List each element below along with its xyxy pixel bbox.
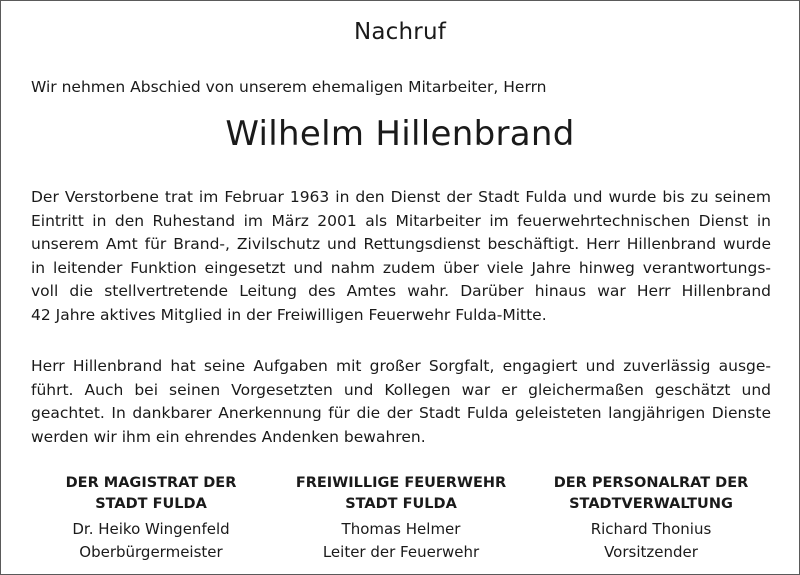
signature-org-line: STADT FULDA bbox=[95, 496, 207, 512]
tribute-paragraph bbox=[31, 355, 771, 449]
paragraph-line: Eintritt in den Ruhestand im März 2001 als Mitarbeiter im feuerwehrtechnischen Dienst in bbox=[31, 211, 771, 230]
signature-magistrat bbox=[31, 473, 271, 564]
signature-org-line: DER PERSONALRAT DER bbox=[553, 475, 749, 491]
paragraph-line: voll die stellvertretende Leitung des Amtes wahr. Darüber hinaus war Herr Hillenbrand bbox=[31, 282, 771, 300]
paragraph-line: führt. Auch bei seinen Vorgesetzten und Kollegen war er gleichermaßen geschätzt und bbox=[31, 380, 771, 399]
signature-org-line: DER MAGISTRAT DER bbox=[65, 475, 237, 491]
paragraph-line: werden wir ihm ein ehrendes Andenken bewahren. bbox=[31, 427, 426, 446]
paragraph-line: Der Verstorbene trat im Februar 1963 in den Dienst der Stadt Fulda und wurde bis zu seinem bbox=[31, 188, 771, 206]
deceased-name: Wilhelm Hillenbrand bbox=[225, 114, 575, 154]
paragraph-line: 42 Jahre aktives Mitglied in der Freiwilligen Feuerwehr Fulda-Mitte. bbox=[31, 305, 547, 324]
paragraph-line: unserem Amt für Brand-, Zivilschutz und Rettungsdienst beschäftigt. Herr Hillenbrand wurde bbox=[31, 235, 771, 253]
paragraph-line: Herr Hillenbrand hat seine Aufgaben mit großer Sorgfalt, engagiert und zuverlässig ausge- bbox=[31, 357, 771, 375]
signature-org-line: STADT FULDA bbox=[345, 496, 457, 512]
paragraph-line: geachtet. In dankbarer Anerkennung für die der Stadt Fulda geleisteten langjährigen Dienste bbox=[31, 404, 771, 422]
signatory-role: Vorsitzender bbox=[604, 543, 698, 561]
signatory-role: Leiter der Feuerwehr bbox=[322, 543, 480, 561]
notice-heading: Nachruf bbox=[353, 19, 447, 45]
signatory-name: Dr. Heiko Wingenfeld bbox=[72, 520, 230, 538]
signature-org-line: FREIWILLIGE FEUERWEHR bbox=[295, 475, 507, 491]
signatory-name: Richard Thonius bbox=[590, 520, 712, 538]
signatory-role: Oberbürgermeister bbox=[79, 543, 223, 561]
paragraph-line: in leitender Funktion eingesetzt und nahm zudem über viele Jahre hinweg verantwortungs- bbox=[31, 258, 771, 277]
signatory-name: Thomas Helmer bbox=[341, 520, 461, 538]
signature-feuerwehr bbox=[281, 473, 521, 564]
notice-intro: Wir nehmen Abschied von unserem ehemaligen Mitarbeiter, Herrn bbox=[31, 78, 547, 96]
signature-org-line: STADTVERWALTUNG bbox=[569, 496, 733, 512]
signature-personalrat bbox=[531, 473, 771, 564]
career-paragraph bbox=[31, 186, 771, 327]
